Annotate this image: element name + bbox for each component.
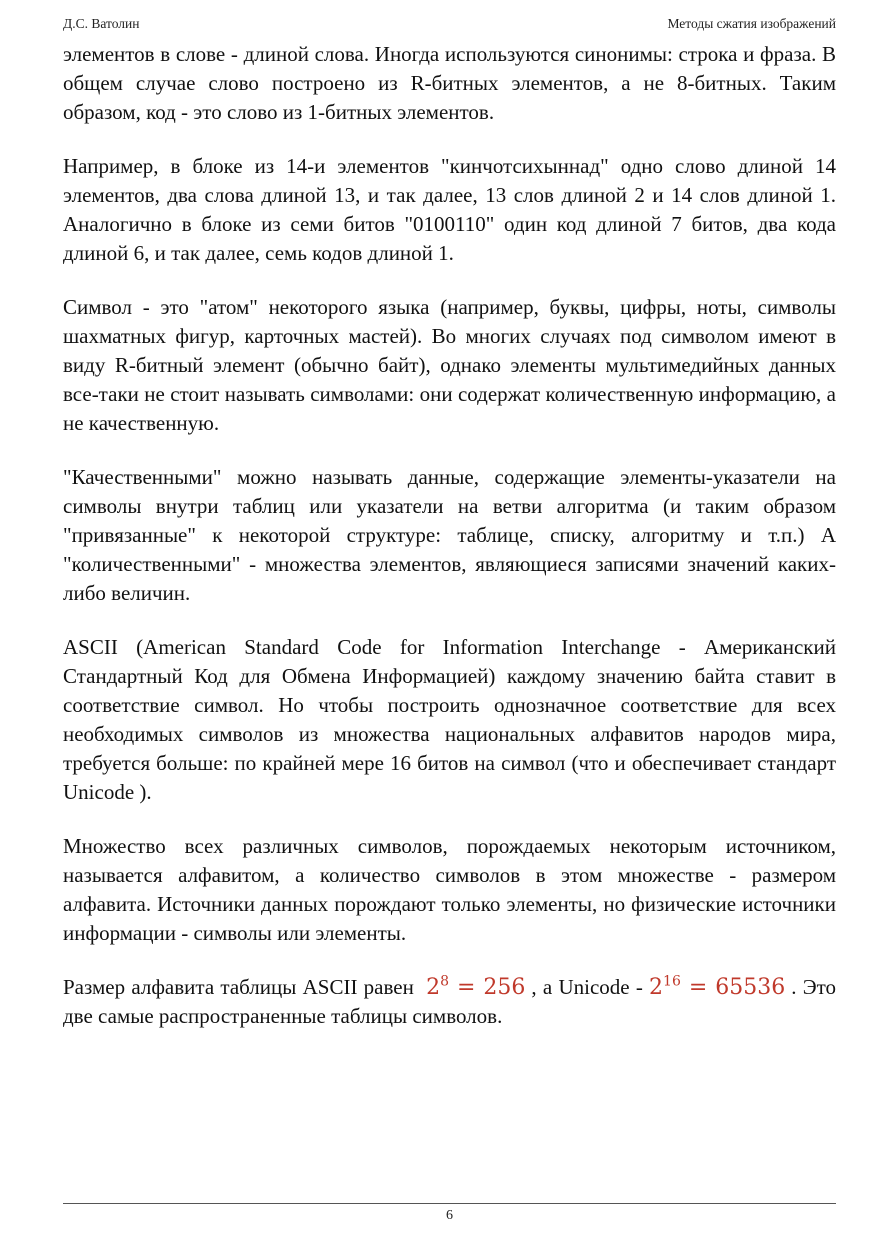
paragraph: Множество всех различных символов, порождаемых некоторым источником, называется алфавитом, а количество символов в этом множестве - размером алфавита. Источники данных порождают только элементы, но физические источники информации - символы или элементы. — [63, 834, 836, 945]
formula-unicode-exponent: 16 — [663, 973, 681, 990]
formula-ascii-exponent: 8 — [440, 973, 450, 990]
paragraph: Например, в блоке из 14-и элементов "кинчотсихыннад" одно слово длиной 14 элементов, два слова длиной 13, и так далее, 13 слов длиной 2 и 14 слов длиной 1. Аналогично в блоке из семи битов "0100110" один код длиной 7 битов, два кода длиной 6, и так далее, семь кодов длиной 1. — [63, 154, 836, 265]
formula-ascii — [420, 975, 531, 1000]
formula-ascii-result: = 256 — [457, 975, 526, 1000]
text-before: Размер алфавита таблицы ASCII равен — [63, 975, 414, 999]
formula-ascii-base: 2 — [426, 975, 441, 1000]
page-number: 6 — [446, 1208, 453, 1223]
header-title: Методы сжатия изображений — [667, 16, 836, 31]
page-body — [63, 40, 836, 1056]
text-middle: , а Unicode - — [531, 975, 643, 999]
paragraph: Символ - это "атом" некоторого языка (например, буквы, цифры, ноты, символы шахматных фигур, карточных мастей). Во многих случаях под символом имеют в виду R-битный элемент (обычно байт), однако элементы мультимедийных данных все-таки не стоит называть символами: они содержат количественную информацию, а не качественную. — [63, 295, 836, 435]
text-after: . Это две самые распространенные таблицы символов. — [63, 975, 837, 1028]
footer-divider — [63, 1203, 836, 1204]
paragraph-alphabet-size — [63, 973, 836, 1031]
formula-unicode — [649, 975, 791, 1000]
paragraph: "Качественными" можно называть данные, содержащие элементы-указатели на символы внутри таблиц или указатели на ветви алгоритма (и таким образом "привязанные" к некоторой структуре: таблице, списку, алгоритму и т.п.) А "количественными" - множества элементов, являющиеся записями значений каких-либо величин. — [63, 465, 836, 605]
formula-unicode-result: = 65536 — [688, 975, 786, 1000]
page-header — [63, 16, 836, 32]
header-author: Д.С. Ватолин — [63, 16, 140, 31]
formula-unicode-base: 2 — [649, 975, 664, 1000]
paragraph: ASCII (American Standard Code for Information Interchange - Американский Стандартный Код для Обмена Информацией) каждому значению байта ставит в соответствие символ. Но чтобы построить однозначное соответствие для всех необходимых символов из множества национальных алфавитов народов мира, требуется больше: по крайней мере 16 битов на символ (что и обеспечивает стандарт Unicode ). — [63, 635, 836, 804]
paragraph: элементов в слове - длиной слова. Иногда используются синонимы: строка и фраза. В общем случае слово построено из R-битных элементов, а не 8-битных. Таким образом, код - это слово из 1-битных элементов. — [63, 42, 836, 124]
